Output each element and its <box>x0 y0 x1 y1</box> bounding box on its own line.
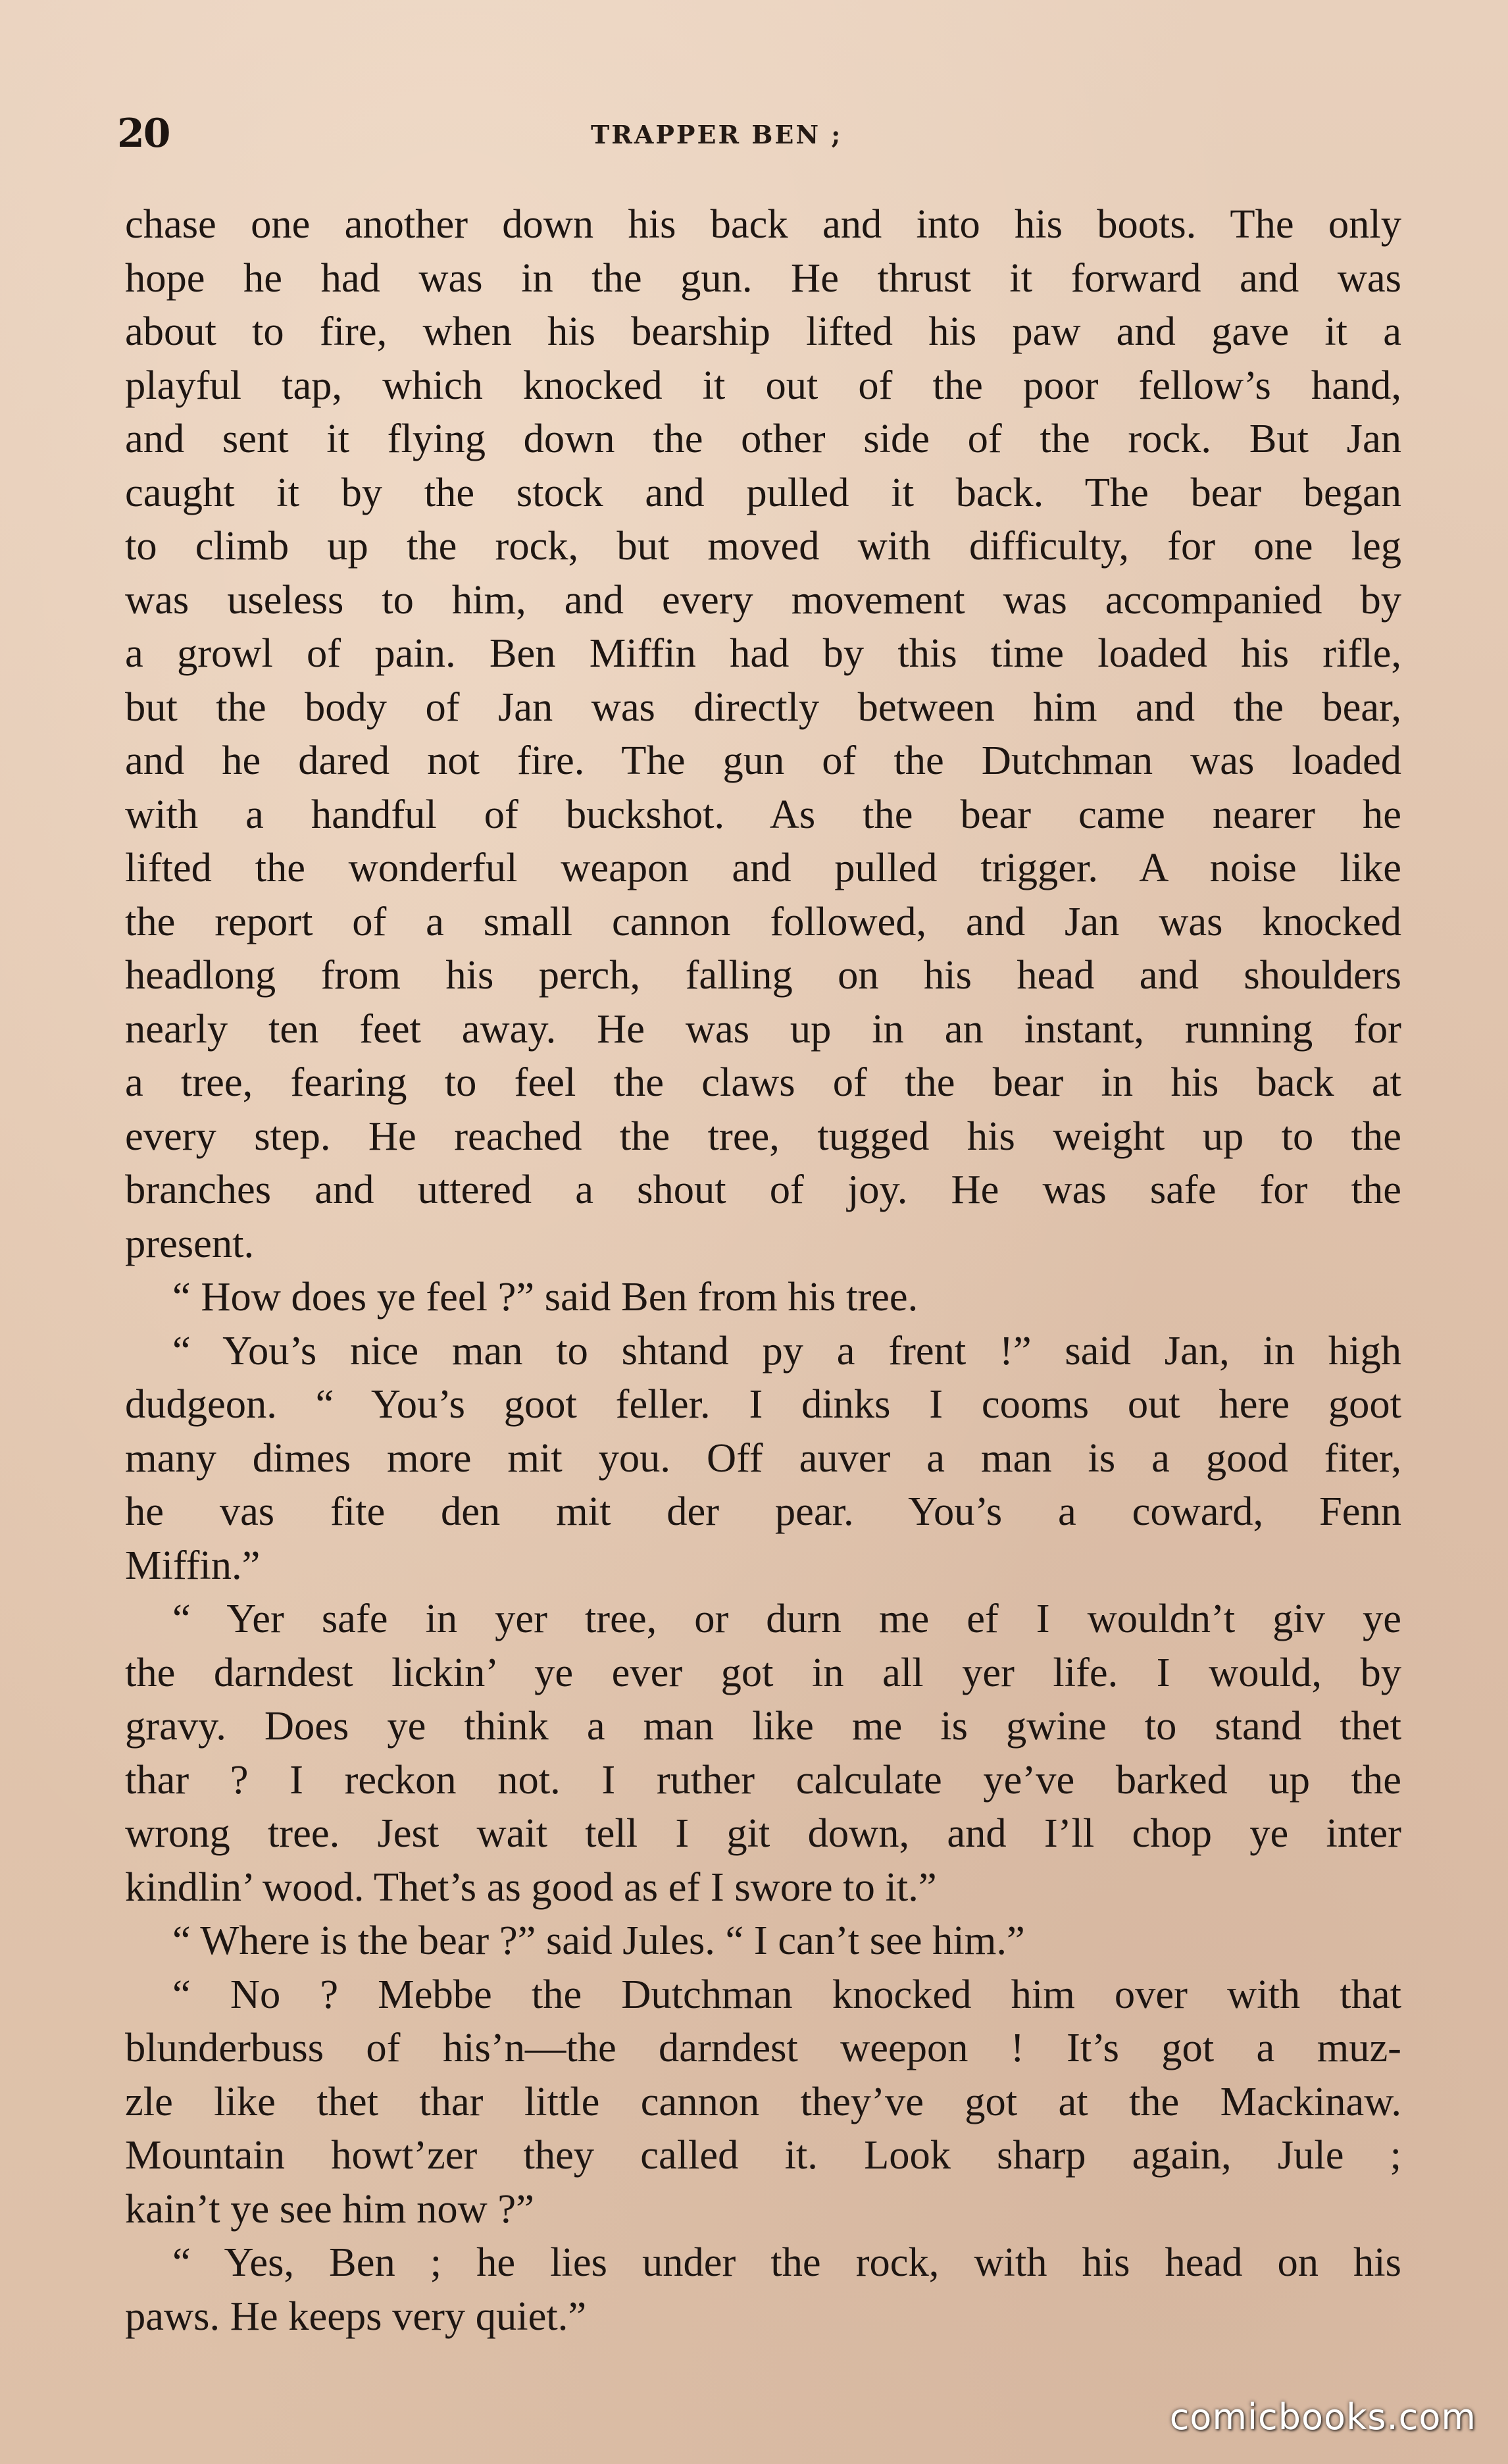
text-line: but the body of Jan was directly between him and the bear, <box>125 683 1401 730</box>
text-line: a growl of pain. Ben Miffin had by this time loaded his rifle, <box>125 630 1401 676</box>
text-line: the report of a small cannon followed, and Jan was knocked <box>125 898 1401 944</box>
text-line: kindlin’ wood. Thet’s as good as ef I swore to it.” <box>125 1863 937 1910</box>
text-line: kain’t ye see him now ?” <box>125 2185 534 2232</box>
text-line: caught it by the stock and pulled it back. The bear began <box>125 469 1401 515</box>
text-line: blunderbuss of his’n—the darndest weepon ! It’s got a muz- <box>125 2024 1401 2070</box>
text-line: “ Where is the bear ?” said Jules. “ I can’t see him.” <box>172 1917 1025 1963</box>
text-line: lifted the wonderful weapon and pulled trigger. A noise like <box>125 844 1401 890</box>
text-line: was useless to him, and every movement was accompanied by <box>125 576 1401 623</box>
text-line: Miffin.” <box>125 1541 261 1588</box>
text-line: wrong tree. Jest wait tell I git down, and I’ll chop ye inter <box>125 1810 1401 1856</box>
watermark: comicbooks.com <box>1169 2396 1476 2438</box>
text-line: with a handful of buckshot. As the bear came nearer he <box>125 790 1401 837</box>
running-head: TRAPPER BEN ; <box>591 120 843 149</box>
page-number: 20 <box>117 111 170 157</box>
text-line: branches and uttered a shout of joy. He was safe for the <box>125 1166 1401 1212</box>
text-line: thar ? I reckon not. I ruther calculate ye’ve barked up the <box>125 1756 1401 1803</box>
text-line: every step. He reached the tree, tugged his weight up to the <box>125 1112 1401 1159</box>
text-line: “ Yes, Ben ; he lies under the rock, with his head on his <box>172 2239 1401 2285</box>
text-line: hope he had was in the gun. He thrust it forward and was <box>125 254 1401 301</box>
text-line: the darndest lickin’ ye ever got in all yer life. I would, by <box>125 1649 1401 1695</box>
text-line: Mountain howt’zer they called it. Look sharp again, Jule ; <box>125 2132 1401 2178</box>
text-line: paws. He keeps very quiet.” <box>125 2292 587 2339</box>
text-line: zle like thet thar little cannon they’ve got at the Mackinaw. <box>125 2078 1401 2124</box>
text-line: about to fire, when his bearship lifted his paw and gave it a <box>125 308 1401 354</box>
text-line: a tree, fearing to feel the claws of the bear in his back at <box>125 1059 1401 1105</box>
text-line: dudgeon. “ You’s goot feller. I dinks I cooms out here goot <box>125 1381 1401 1427</box>
body-text <box>125 197 1401 2369</box>
text-line: many dimes more mit you. Off auver a man is a good fiter, <box>125 1434 1401 1481</box>
text-line: “ No ? Mebbe the Dutchman knocked him over with that <box>172 1970 1401 2017</box>
text-line: chase one another down his back and into his boots. The only <box>125 201 1401 247</box>
text-line: headlong from his perch, falling on his head and shoulders <box>125 952 1401 998</box>
text-line: “ How does ye feel ?” said Ben from his tree. <box>172 1273 918 1320</box>
text-line: nearly ten feet away. He was up in an instant, running for <box>125 1005 1401 1052</box>
page-header <box>117 111 1407 163</box>
text-line: gravy. Does ye think a man like me is gwine to stand thet <box>125 1703 1401 1749</box>
text-line: and he dared not fire. The gun of the Dutchman was loaded <box>125 737 1401 783</box>
text-line: he vas fite den mit der pear. You’s a coward, Fenn <box>125 1488 1401 1534</box>
text-line: to climb up the rock, but moved with difficulty, for one leg <box>125 523 1401 569</box>
text-line: playful tap, which knocked it out of the poor fellow’s hand, <box>125 361 1401 408</box>
text-line: present. <box>125 1219 255 1266</box>
text-line: and sent it flying down the other side of the rock. But Jan <box>125 415 1401 461</box>
text-line: “ Yer safe in yer tree, or durn me ef I wouldn’t giv ye <box>172 1595 1401 1641</box>
text-line: “ You’s nice man to shtand py a frent !” said Jan, in high <box>172 1327 1401 1373</box>
